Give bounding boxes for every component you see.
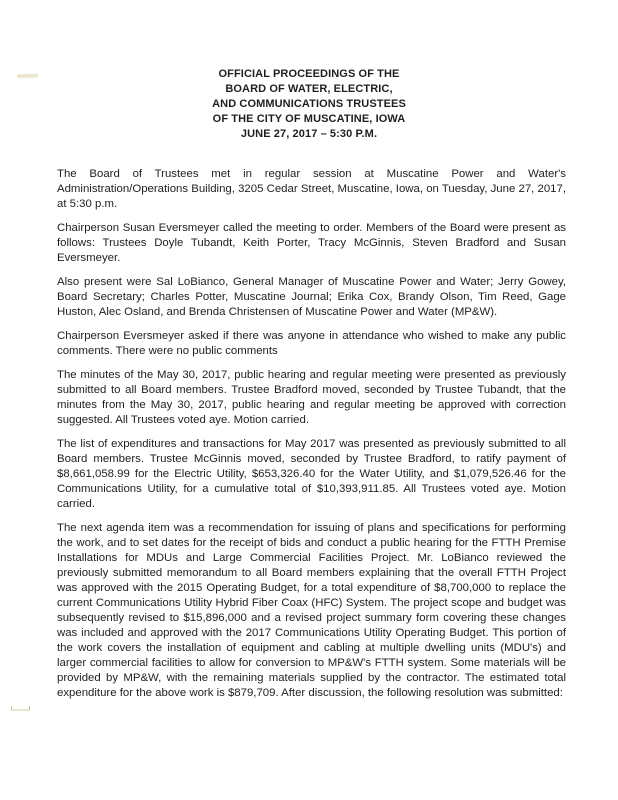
paragraph: Chairperson Eversmeyer asked if there was anyone in attendance who wished to make any public comments. There were no public comments	[57, 330, 566, 357]
paragraph: The list of expenditures and transactions for May 2017 was presented as previously submitted to all Board members. Trustee McGinnis moved, seconded by Trustee Bradford, to ratify payment of $8,661,058.99 for the Electric Utility, $653,326.40 for the Water Utility, and $1,079,526.46 for the Communications Utility, for a cumulative total of $10,393,911.85. All Trustees voted aye. Motion carried.	[57, 438, 566, 510]
paragraph: The next agenda item was a recommendation for issuing of plans and specifications for performing the work, and to set dates for the receipt of bids and conduct a public hearing for the FTTH Premise Installations for MDUs and Large Commercial Facilities Project. Mr. LoBianco reviewed the previously submitted memorandum to all Board members explaining that the overall FTTH Project was approved with the 2015 Operating Budget, for a total expenditure of $8,700,000 to replace the current Communications Utility Hybrid Fiber Coax (HFC) System. The project scope and budget was subsequently revised to $15,896,000 and a revised project summary form covering these changes was included and approved with the 2017 Communications Utility Operating Budget. This portion of the work covers the installation of equipment and cabling at multiple dwelling units (MDU's) and larger commercial facilities to allow for conversion to MP&W's FTTH system. Some materials will be provided by MP&W, with the remaining materials supplied by the contractor. The estimated total expenditure for the above work is $879,709. After discussion, the following resolution was submitted:	[57, 522, 566, 699]
paragraph: Chairperson Susan Eversmeyer called the meeting to order. Members of the Board were present as follows: Trustees Doyle Tubandt, Keith Porter, Tracy McGinnis, Steven Bradford and Susan Eversmeyer.	[57, 222, 566, 264]
document-title	[0, 0, 618, 142]
paragraph: The Board of Trustees met in regular session at Muscatine Power and Water's Administration/Operations Building, 3205 Cedar Street, Muscatine, Iowa, on Tuesday, June 27, 2017, at 5:30 p.m.	[57, 168, 566, 210]
scan-bracket-mark	[11, 706, 30, 711]
title-line: BOARD OF WATER, ELECTRIC,	[225, 83, 393, 95]
title-line: JUNE 27, 2017 – 5:30 P.M.	[240, 128, 378, 140]
title-line: AND COMMUNICATIONS TRUSTEES	[212, 98, 406, 110]
document-body	[57, 167, 566, 701]
title-line: OF THE CITY OF MUSCATINE, IOWA	[212, 113, 406, 125]
paragraph: Also present were Sal LoBianco, General Manager of Muscatine Power and Water; Jerry Gowey, Board Secretary; Charles Potter, Muscatine Journal; Erika Cox, Brandy Olson, Tim Reed, Gage Huston, Alec Osland, and Brenda Christensen of Muscatine Power and Water (MP&W).	[57, 276, 566, 318]
title-line: OFFICIAL PROCEEDINGS OF THE	[218, 68, 400, 80]
paragraph: The minutes of the May 30, 2017, public hearing and regular meeting were presented as previously submitted to all Board members. Trustee Bradford moved, seconded by Trustee Tubandt, that the minutes from the May 30, 2017, public hearing and regular meeting be approved with correction suggested. All Trustees voted aye. Motion carried.	[57, 369, 566, 426]
